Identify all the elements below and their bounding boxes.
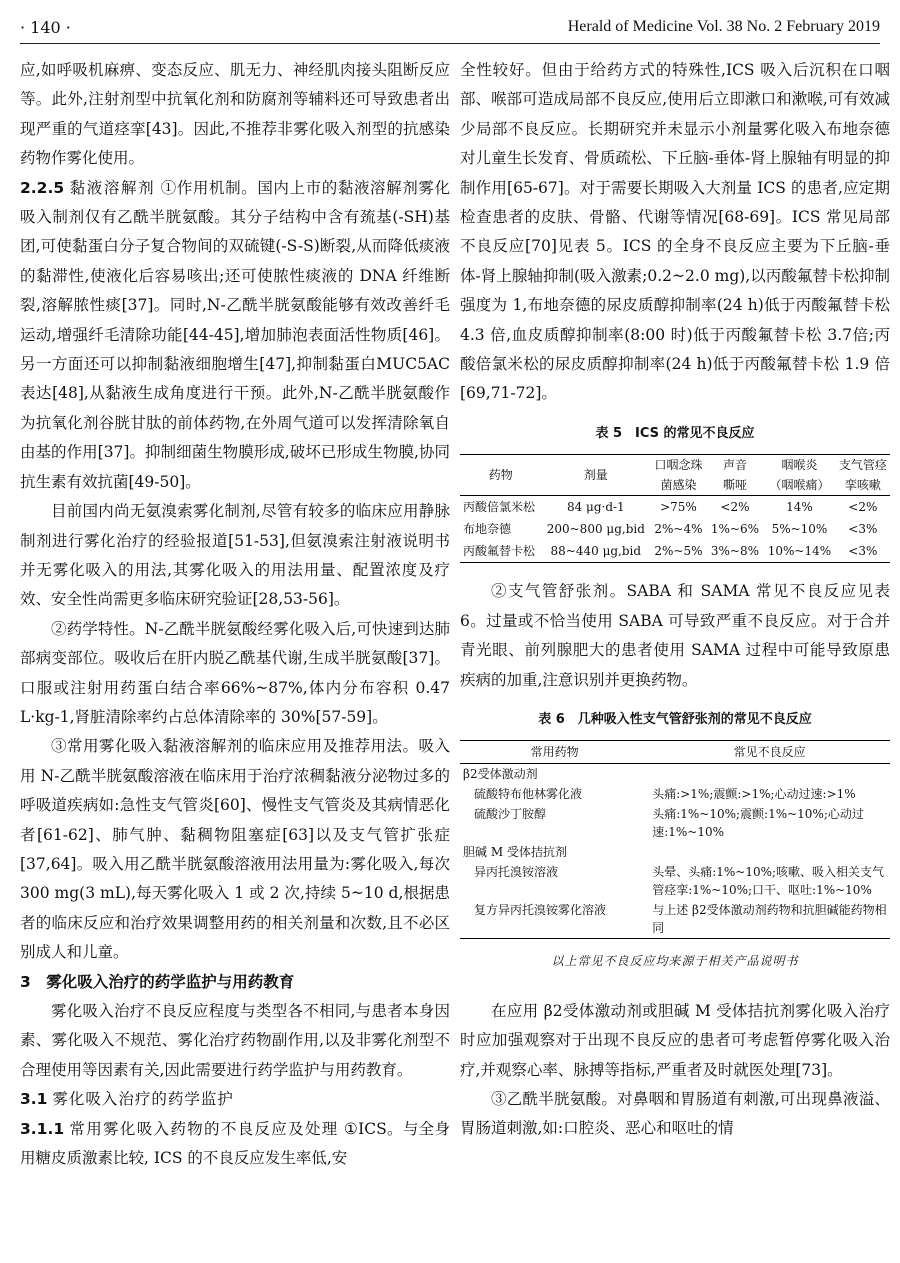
section-heading-3: 3 雾化吸入治疗的药学监护与用药教育 xyxy=(20,972,295,991)
table-6 xyxy=(460,740,890,939)
table-6-note: 以上常见不良反应均来源于相关产品说明书 xyxy=(551,954,799,969)
table-header: 挛咳嗽 xyxy=(844,478,881,493)
table-cell: 布地奈德 xyxy=(463,522,512,537)
table-cell: 头晕、头痛:1%~10%;咳嗽、吸入相关支气管痉挛:1%~10%;口干、呕吐:1%~10% xyxy=(652,865,885,898)
table-6-caption: 表 6 几种吸入性支气管舒张剂的常见不良反应 xyxy=(538,711,812,727)
table-cell: 硫酸特布他林雾化液 xyxy=(474,787,583,802)
paragraph: 目前国内尚无氨溴索雾化制剂,尽管有较多的临床应用静脉制剂进行雾化治疗的经验报道[51-53],但氨溴索注射液说明书并无雾化吸入的用法,其雾化吸入的用法用量、配置浓度及疗效、安全性尚需更多临床研究验证[28,53-56]。 xyxy=(20,502,450,609)
table-cell: 丙酸倍氯米松 xyxy=(460,496,541,519)
table-5 xyxy=(460,454,890,563)
left-column xyxy=(20,56,450,1173)
table-cell: >75% xyxy=(650,496,707,519)
table-header: 咽喉炎 xyxy=(781,458,818,473)
table-row xyxy=(460,784,890,804)
table-cell: 与上述 β2受体激动剂药物和抗胆碱能药物相同 xyxy=(652,903,887,936)
table-group-row xyxy=(460,764,890,785)
table-5-caption: 表 5 ICS 的常见不良反应 xyxy=(595,425,755,441)
paragraph: 全性较好。但由于给药方式的特殊性,ICS 吸入后沉积在口咽部、喉部可造成局部不良反应,使用后立即漱口和漱喉,可有效减少局部不良反应。长期研究并未显示小剂量雾化吸入布地奈德对儿童生长发育、骨质疏松、下丘脑-垂体-肾上腺轴有明显的抑制作用[65-67]。对于需要长期吸入大剂量 ICS 的患者,应定期检查患者的皮肤、骨骼、代谢等情况[68-69]。ICS 常见局部不良反应[70]见表 5。ICS 的全身不良反应主要为下丘脑-垂体-肾上腺轴抑制(吸入激素;0.2~2.0 mg),以丙酸氟替卡松抑制强度为 1,布地奈德的尿皮质醇抑制率(24 h)低于丙酸氟替卡松 4.3 倍,血皮质醇抑制率(8:00 时)低于丙酸氟替卡松 3.7倍;丙酸倍氯米松的尿皮质醇抑制率(24 h)低于丙酸氟替卡松 1.9 倍[69,71-72]。 xyxy=(460,61,890,403)
table-row xyxy=(460,540,890,563)
table-cell: 84 μg·d-1 xyxy=(541,496,650,519)
section-title: 雾化吸入治疗的药学监护 xyxy=(52,1090,234,1109)
table-row xyxy=(460,900,890,939)
table-cell: <3% xyxy=(848,522,878,537)
table-cell: <3% xyxy=(848,544,878,559)
page-header xyxy=(20,10,880,44)
paragraph: ②药学特性。N-乙酰半胱氨酸经雾化吸入后,可快速到达肺部病变部位。吸收后在肝内脱乙酰基代谢,生成半胱氨酸[37]。口服或注射用药蛋白结合率66%~87%,体内分布容积 0.47 L·kg-1,肾脏清除率约占总体清除率的 30%[57-59]。 xyxy=(20,619,450,726)
section-number: 2.2.5 xyxy=(20,178,65,197)
table-cell: 异丙托溴铵溶液 xyxy=(474,865,559,880)
table-cell: 硫酸沙丁胺醇 xyxy=(474,807,547,822)
table-cell: 200~800 μg,bid xyxy=(546,522,645,537)
table-group-row xyxy=(460,842,890,862)
table-row xyxy=(460,804,890,842)
section-number: 3.1 xyxy=(20,1090,48,1109)
table-cell: 1%~6% xyxy=(710,522,760,537)
section-3-1-1 xyxy=(20,1115,450,1174)
table-header: 口咽念珠 xyxy=(654,458,703,473)
paragraph: 雾化吸入治疗不良反应程度与类型各不相同,与患者本身因素、雾化吸入不规范、雾化治疗药物副作用,以及非雾化剂型不合理使用等因素有关,因此需要进行药学监护与用药教育。 xyxy=(20,1002,450,1079)
table-row xyxy=(460,518,890,540)
table-cell: <2% xyxy=(836,496,890,519)
table-group-label: β2受体激动剂 xyxy=(463,767,538,782)
table-cell: 3%~8% xyxy=(710,544,760,559)
paragraph: ③常用雾化吸入黏液溶解剂的临床应用及推荐用法。吸入用 N-乙酰半胱氨酸溶液在临床用于治疗浓稠黏液分泌物过多的呼吸道疾病如:急性支气管炎[60]、慢性支气管炎及其病情恶化者[61-62]、肺气肿、黏稠物阻塞症[63]以及支气管扩张症[37,64]。吸入用乙酰半胱氨酸溶液用法用量为:雾化吸入,每次 300 mg(3 mL),每天雾化吸入 1 或 2 次,持续 5~10 d,根据患者的临床反应和治疗效果调整用药的相关剂量和次数,且不必区别成人和儿童。 xyxy=(20,737,450,962)
journal-title: Herald of Medicine Vol. 38 No. 2 February 2019 xyxy=(567,18,880,35)
table-cell: 2%~5% xyxy=(654,544,703,559)
table-group-label: 胆碱 M 受体拮抗剂 xyxy=(463,845,567,860)
paragraph: 应,如呼吸机麻痹、变态反应、肌无力、神经肌肉接头阻断反应等。此外,注射剂型中抗氧化剂和防腐剂等辅料还可导致患者出现严重的气道痉挛[43]。因此,不推荐非雾化吸入剂型的抗感染药物作雾化使用。 xyxy=(20,61,450,168)
section-text: ①ICS。与全身用糖皮质激素比较, ICS 的不良反应发生率低,安 xyxy=(20,1119,450,1168)
section-number: 3.1.1 xyxy=(20,1119,65,1138)
table-cell: 14% xyxy=(763,496,835,519)
table-header: 菌感染 xyxy=(660,478,697,493)
table-header: 常用药物 xyxy=(460,741,649,764)
table-header: 剂量 xyxy=(583,468,608,483)
paragraph: ②支气管舒张剂。SABA 和 SAMA 常见不良反应见表 6。过量或不恰当使用 SABA 可导致严重不良反应。对于合并青光眼、前列腺肥大的患者使用 SAMA 过程中可能导致原患疾病的加重,注意识别并更换药物。 xyxy=(460,582,890,689)
table-cell: 5%~10% xyxy=(771,522,828,537)
section-3-1 xyxy=(20,1085,450,1114)
right-column xyxy=(460,56,890,1144)
table-header: 嘶哑 xyxy=(722,478,747,493)
table-header: 支气管痉 xyxy=(838,458,887,473)
table-header: 常见不良反应 xyxy=(649,741,890,764)
section-text: ①作用机制。国内上市的黏液溶解剂雾化吸入制剂仅有乙酰半胱氨酸。其分子结构中含有巯基(-SH)基团,可使黏蛋白分子复合物间的双硫键(-S-S)断裂,从而降低痰液的黏滞性,使液化后容易咳出;还可使脓性痰液的 DNA 纤维断裂,溶解脓性痰[37]。同时,N-乙酰半胱氨酸能够有效改善纤毛运动,增强纤毛清除功能[44-45],增加肺泡表面活性物质[46]。另一方面还可以抑制黏液细胞增生[47],抑制黏蛋白MUC5AC 表达[48],从黏液生成角度进行干预。此外,N-乙酰半胱氨酸作为抗氧化剂谷胱甘肽的前体药物,在外周气道可以发挥清除氧自由基的作用[37]。抑制细菌生物膜形成,破坏已形成生物膜,协同抗生素有效抗菌[49-50]。 xyxy=(20,178,450,491)
table-cell: <2% xyxy=(707,496,764,519)
table-cell: 头痛:1%~10%;震颤:1%~10%;心动过速:1%~10% xyxy=(652,807,864,840)
table-cell: 88~440 μg,bid xyxy=(550,544,642,559)
section-title: 常用雾化吸入药物的不良反应及处理 xyxy=(69,1119,339,1138)
table-cell: 头痛:>1%;震颤:>1%;心动过速:>1% xyxy=(652,787,856,802)
table-cell: 2%~4% xyxy=(654,522,703,537)
table-cell: 复方异丙托溴铵雾化溶液 xyxy=(474,903,607,918)
table-header: 药物 xyxy=(488,468,513,483)
paragraph: ③乙酰半胱氨酸。对鼻咽和胃肠道有刺激,可出现鼻液溢、胃肠道刺激,如:口腔炎、恶心和呕吐的情 xyxy=(460,1089,890,1138)
table-row xyxy=(460,862,890,900)
table-header: 声音 xyxy=(722,458,747,473)
table-row xyxy=(460,496,890,519)
paragraph: 在应用 β2受体激动剂或胆碱 M 受体拮抗剂雾化吸入治疗时应加强观察对于出现不良反应的患者可考虑暂停雾化吸入治疗,并观察心率、脉搏等指标,严重者及时就医处理[73]。 xyxy=(460,1001,890,1079)
table-cell: 10%~14% xyxy=(767,544,832,559)
table-header: （咽喉痛） xyxy=(769,478,830,493)
table-cell: 丙酸氟替卡松 xyxy=(463,544,536,559)
page-number: · 140 · xyxy=(20,18,71,37)
section-2-2-5 xyxy=(20,174,450,497)
section-title: 黏液溶解剂 xyxy=(69,178,156,197)
